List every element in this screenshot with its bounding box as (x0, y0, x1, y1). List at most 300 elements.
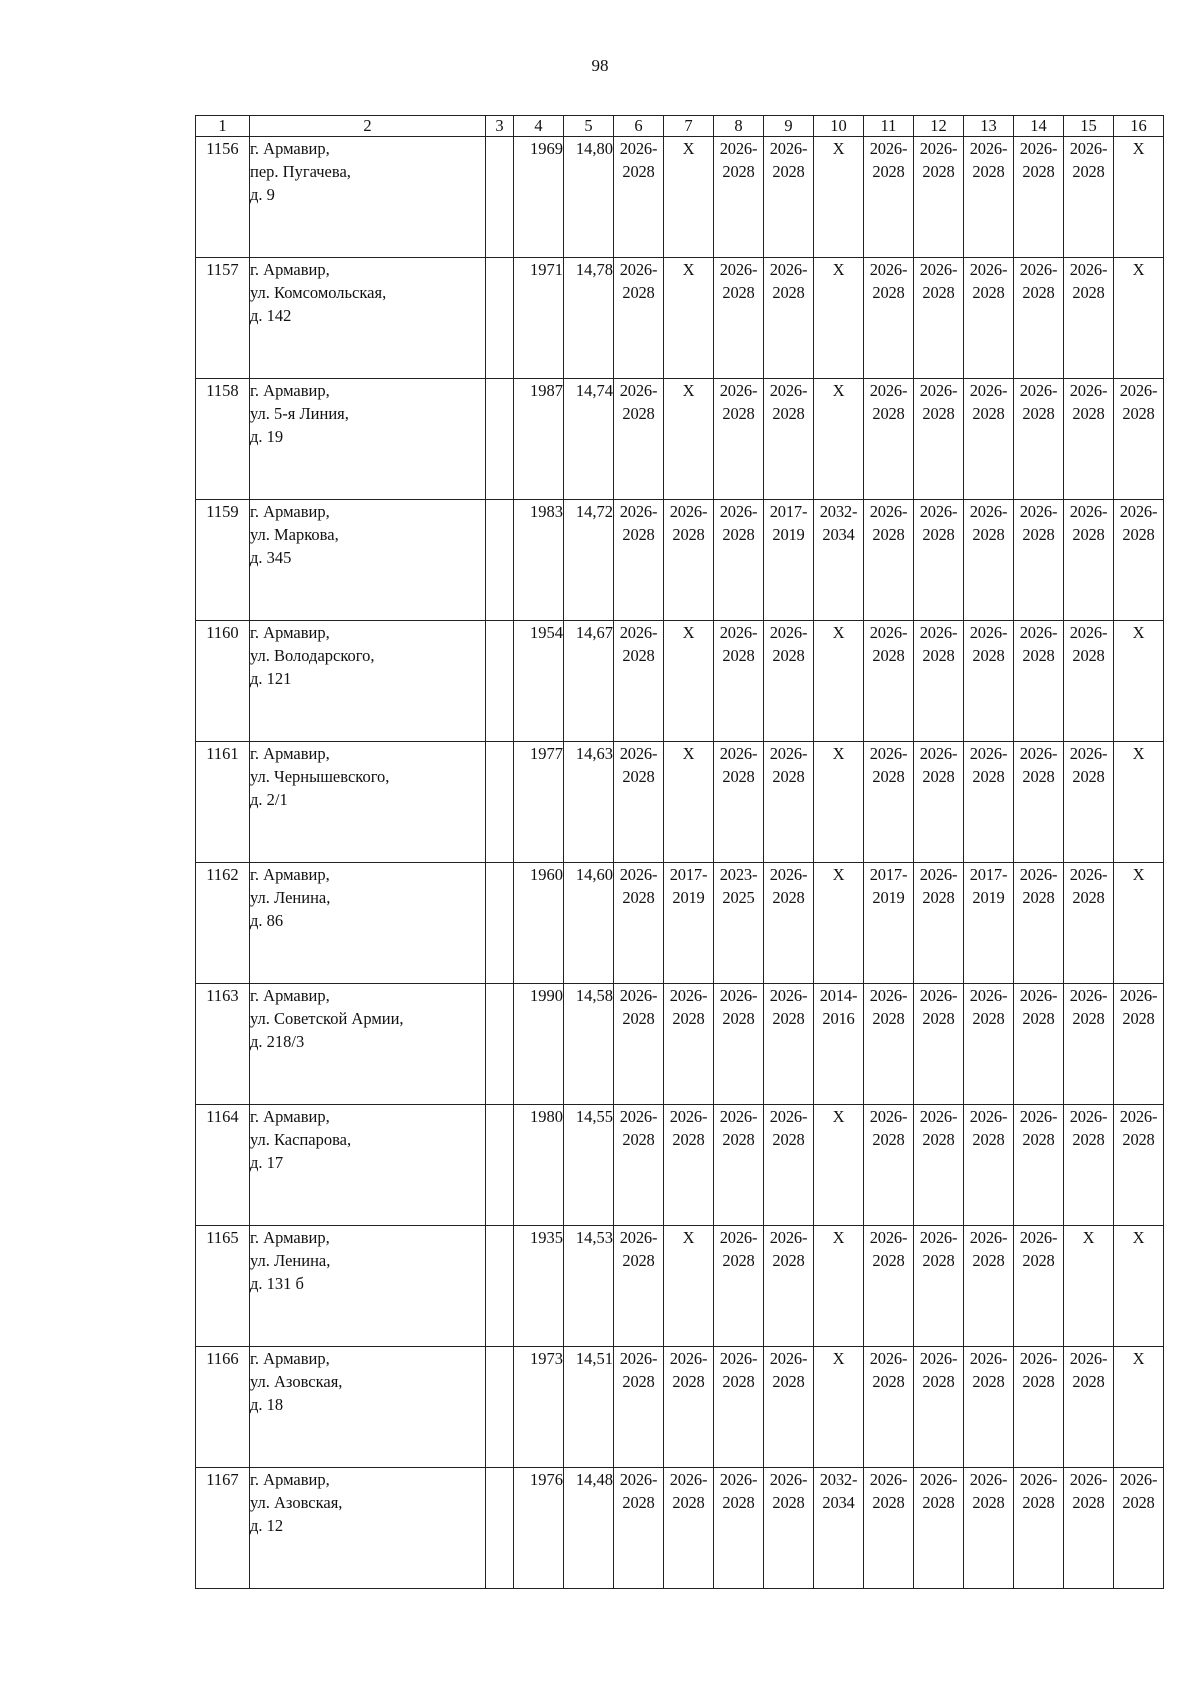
period-start: 2026- (869, 502, 908, 521)
period-end: 2028 (1022, 1130, 1055, 1149)
period-end: 2028 (622, 1130, 655, 1149)
period-cell (764, 1468, 814, 1589)
period-cell (964, 258, 1014, 379)
period-end: 2028 (722, 1493, 755, 1512)
period-end: 2028 (1072, 646, 1105, 665)
period-cell (614, 621, 664, 742)
table-row (196, 621, 1164, 742)
period-cell (914, 1226, 964, 1347)
period-start: 2026- (719, 1349, 758, 1368)
period-end: 2028 (1022, 888, 1055, 907)
period-end: 2028 (622, 1372, 655, 1391)
period-end: 2028 (622, 1009, 655, 1028)
period-end: 2028 (622, 888, 655, 907)
row-number: 1158 (196, 379, 250, 500)
period-end: 2019 (972, 888, 1005, 907)
period-cell (864, 621, 914, 742)
period-end: 2028 (872, 1130, 905, 1149)
period-cell: Х (1114, 621, 1164, 742)
period-end: 2028 (1072, 1493, 1105, 1512)
address-cell (250, 137, 486, 258)
period-end: 2028 (1022, 283, 1055, 302)
period-start: 2026- (919, 623, 958, 642)
period-cell (914, 137, 964, 258)
period-start: 2026- (869, 986, 908, 1005)
period-start: 2026- (869, 381, 908, 400)
period-end: 2028 (872, 162, 905, 181)
period-cell (1014, 137, 1064, 258)
column-3-cell (486, 742, 514, 863)
table-row (196, 1105, 1164, 1226)
period-cell (1114, 1105, 1164, 1226)
period-end: 2028 (972, 162, 1005, 181)
period-cell (964, 379, 1014, 500)
address-line: д. 9 (250, 185, 275, 204)
period-end: 2028 (922, 1130, 955, 1149)
build-year-cell: 1954 (514, 621, 564, 742)
period-start: 2026- (919, 139, 958, 158)
period-cell: Х (814, 621, 864, 742)
address-cell (250, 1347, 486, 1468)
period-cell (1064, 258, 1114, 379)
period-start: 2026- (1019, 139, 1058, 158)
address-line: г. Армавир, (250, 381, 330, 400)
period-start: 2032- (819, 502, 858, 521)
period-cell (664, 1468, 714, 1589)
period-start: 2026- (969, 986, 1008, 1005)
period-start: 2026- (1069, 865, 1108, 884)
period-start: 2026- (919, 1228, 958, 1247)
period-cell (964, 1105, 1014, 1226)
address-cell (250, 1226, 486, 1347)
period-start: 2026- (1019, 986, 1058, 1005)
period-cell (914, 258, 964, 379)
period-start: 2026- (919, 1107, 958, 1126)
period-cell (964, 500, 1014, 621)
value-cell: 14,78 (564, 258, 614, 379)
row-number: 1161 (196, 742, 250, 863)
period-cell (614, 1226, 664, 1347)
address-line: ул. Маркова, (250, 525, 339, 544)
address-line: г. Армавир, (250, 1349, 330, 1368)
period-cell (1064, 984, 1114, 1105)
period-start: 2026- (719, 1228, 758, 1247)
period-end: 2028 (722, 283, 755, 302)
period-start: 2026- (619, 1470, 658, 1489)
period-start: 2026- (1019, 744, 1058, 763)
period-cell (1114, 379, 1164, 500)
column-3-cell (486, 1226, 514, 1347)
period-cell (1014, 984, 1064, 1105)
period-cell (864, 137, 914, 258)
period-end: 2028 (922, 646, 955, 665)
column-header: 5 (564, 116, 614, 137)
period-cell (614, 500, 664, 621)
column-header: 14 (1014, 116, 1064, 137)
period-cell: Х (1114, 1347, 1164, 1468)
period-start: 2026- (969, 139, 1008, 158)
period-cell: Х (814, 379, 864, 500)
table-row (196, 258, 1164, 379)
column-3-cell (486, 984, 514, 1105)
period-start: 2026- (869, 744, 908, 763)
period-cell (1114, 1468, 1164, 1589)
column-3-cell (486, 258, 514, 379)
period-cell (914, 863, 964, 984)
address-line: г. Армавир, (250, 865, 330, 884)
period-end: 2028 (622, 404, 655, 423)
period-end: 2028 (1072, 1372, 1105, 1391)
address-line: г. Армавир, (250, 260, 330, 279)
period-cell (764, 379, 814, 500)
table-row (196, 379, 1164, 500)
period-end: 2028 (672, 1130, 705, 1149)
period-start: 2026- (1119, 381, 1158, 400)
period-end: 2028 (1072, 888, 1105, 907)
period-cell (664, 1347, 714, 1468)
column-header: 16 (1114, 116, 1164, 137)
period-cell (864, 1347, 914, 1468)
row-number: 1165 (196, 1226, 250, 1347)
row-number: 1166 (196, 1347, 250, 1468)
period-end: 2028 (922, 404, 955, 423)
period-end: 2028 (722, 646, 755, 665)
period-start: 2026- (1069, 1349, 1108, 1368)
period-end: 2028 (722, 767, 755, 786)
period-end: 2028 (1022, 1493, 1055, 1512)
address-line: д. 345 (250, 548, 292, 567)
address-line: ул. Азовская, (250, 1372, 343, 1391)
period-cell (964, 137, 1014, 258)
address-line: ул. 5-я Линия, (250, 404, 349, 423)
period-start: 2026- (1019, 1349, 1058, 1368)
address-line: ул. Ленина, (250, 888, 331, 907)
period-start: 2017- (669, 865, 708, 884)
period-end: 2028 (772, 1372, 805, 1391)
period-end: 2034 (822, 525, 855, 544)
period-end: 2028 (922, 1493, 955, 1512)
period-cell (1064, 137, 1114, 258)
period-end: 2028 (772, 283, 805, 302)
period-cell (914, 379, 964, 500)
row-number: 1159 (196, 500, 250, 621)
period-cell: Х (664, 379, 714, 500)
build-year-cell: 1969 (514, 137, 564, 258)
column-header: 8 (714, 116, 764, 137)
column-3-cell (486, 1468, 514, 1589)
period-cell (914, 500, 964, 621)
build-year-cell: 1987 (514, 379, 564, 500)
period-end: 2028 (772, 404, 805, 423)
page-number: 98 (591, 56, 609, 75)
period-cell: Х (814, 863, 864, 984)
period-cell (914, 1347, 964, 1468)
period-cell (764, 984, 814, 1105)
row-number: 1160 (196, 621, 250, 742)
period-end: 2028 (922, 1251, 955, 1270)
address-line: ул. Азовская, (250, 1493, 343, 1512)
column-header: 13 (964, 116, 1014, 137)
period-start: 2026- (1119, 1107, 1158, 1126)
period-end: 2028 (972, 646, 1005, 665)
period-start: 2026- (769, 1470, 808, 1489)
table-row (196, 984, 1164, 1105)
period-start: 2026- (619, 865, 658, 884)
period-end: 2019 (872, 888, 905, 907)
row-number: 1157 (196, 258, 250, 379)
period-cell (1014, 621, 1064, 742)
column-header: 7 (664, 116, 714, 137)
period-start: 2026- (669, 986, 708, 1005)
table-row (196, 1226, 1164, 1347)
period-end: 2028 (1022, 162, 1055, 181)
period-end: 2028 (772, 162, 805, 181)
period-start: 2026- (769, 744, 808, 763)
period-start: 2026- (919, 744, 958, 763)
period-end: 2028 (972, 283, 1005, 302)
period-cell (714, 500, 764, 621)
period-start: 2026- (719, 260, 758, 279)
address-line: ул. Ленина, (250, 1251, 331, 1270)
period-end: 2028 (872, 1251, 905, 1270)
period-start: 2026- (1019, 260, 1058, 279)
register-table (195, 115, 1164, 1589)
period-start: 2026- (1119, 502, 1158, 521)
period-cell (1064, 500, 1114, 621)
address-cell (250, 621, 486, 742)
period-end: 2028 (972, 1130, 1005, 1149)
period-start: 2014- (819, 986, 858, 1005)
period-end: 2028 (972, 1493, 1005, 1512)
period-start: 2026- (669, 1470, 708, 1489)
period-start: 2026- (869, 1349, 908, 1368)
period-cell (1064, 1468, 1114, 1589)
address-cell (250, 984, 486, 1105)
period-cell (714, 742, 764, 863)
period-cell: Х (814, 1226, 864, 1347)
period-end: 2028 (1122, 1493, 1155, 1512)
period-end: 2028 (872, 525, 905, 544)
address-line: пер. Пугачева, (250, 162, 351, 181)
column-header: 12 (914, 116, 964, 137)
period-start: 2026- (869, 623, 908, 642)
period-cell (714, 379, 764, 500)
period-end: 2028 (922, 162, 955, 181)
address-line: г. Армавир, (250, 744, 330, 763)
value-cell: 14,53 (564, 1226, 614, 1347)
period-end: 2028 (922, 283, 955, 302)
period-start: 2026- (1069, 260, 1108, 279)
period-start: 2026- (719, 381, 758, 400)
address-line: ул. Каспарова, (250, 1130, 352, 1149)
period-start: 2032- (819, 1470, 858, 1489)
period-cell: Х (814, 258, 864, 379)
column-3-cell (486, 1347, 514, 1468)
period-start: 2026- (1019, 623, 1058, 642)
period-start: 2026- (969, 1349, 1008, 1368)
period-start: 2026- (719, 502, 758, 521)
period-end: 2028 (1022, 404, 1055, 423)
period-start: 2026- (1019, 865, 1058, 884)
period-cell (614, 863, 664, 984)
value-cell: 14,51 (564, 1347, 614, 1468)
period-cell (1064, 621, 1114, 742)
period-start: 2026- (719, 1107, 758, 1126)
table-row (196, 742, 1164, 863)
period-end: 2028 (672, 525, 705, 544)
period-start: 2026- (719, 1470, 758, 1489)
period-cell (1064, 1105, 1114, 1226)
build-year-cell: 1983 (514, 500, 564, 621)
period-cell (614, 1347, 664, 1468)
period-start: 2026- (769, 865, 808, 884)
period-start: 2017- (869, 865, 908, 884)
column-3-cell (486, 621, 514, 742)
period-start: 2026- (769, 623, 808, 642)
address-line: г. Армавир, (250, 1470, 330, 1489)
period-end: 2028 (872, 1009, 905, 1028)
address-cell (250, 742, 486, 863)
address-cell (250, 863, 486, 984)
column-3-cell (486, 500, 514, 621)
period-start: 2026- (619, 1349, 658, 1368)
period-cell (614, 1468, 664, 1589)
value-cell: 14,48 (564, 1468, 614, 1589)
period-start: 2026- (1069, 1107, 1108, 1126)
period-cell (714, 621, 764, 742)
address-line: г. Армавир, (250, 986, 330, 1005)
period-start: 2026- (1069, 381, 1108, 400)
period-end: 2019 (772, 525, 805, 544)
period-end: 2028 (922, 888, 955, 907)
period-cell (814, 500, 864, 621)
period-cell (714, 984, 764, 1105)
period-cell (864, 258, 914, 379)
period-cell (664, 863, 714, 984)
period-start: 2026- (969, 381, 1008, 400)
build-year-cell: 1980 (514, 1105, 564, 1226)
value-cell: 14,63 (564, 742, 614, 863)
period-end: 2028 (772, 1130, 805, 1149)
period-end: 2028 (722, 162, 755, 181)
period-end: 2028 (722, 404, 755, 423)
period-cell (964, 984, 1014, 1105)
period-end: 2028 (972, 525, 1005, 544)
address-line: ул. Володарского, (250, 646, 375, 665)
period-end: 2028 (772, 1251, 805, 1270)
period-cell (864, 1226, 914, 1347)
period-cell (1014, 1468, 1064, 1589)
table-row (196, 500, 1164, 621)
address-line: д. 18 (250, 1395, 284, 1414)
period-start: 2026- (869, 1107, 908, 1126)
period-cell (1014, 742, 1064, 863)
column-header: 4 (514, 116, 564, 137)
row-number: 1162 (196, 863, 250, 984)
value-cell: 14,60 (564, 863, 614, 984)
build-year-cell: 1935 (514, 1226, 564, 1347)
period-end: 2028 (1072, 1130, 1105, 1149)
build-year-cell: 1977 (514, 742, 564, 863)
period-cell (1064, 1347, 1114, 1468)
period-cell (764, 1347, 814, 1468)
period-start: 2026- (1069, 139, 1108, 158)
period-cell (664, 1105, 714, 1226)
period-start: 2026- (1119, 986, 1158, 1005)
period-cell (614, 258, 664, 379)
period-cell (664, 500, 714, 621)
period-end: 2028 (872, 767, 905, 786)
column-header: 3 (486, 116, 514, 137)
period-end: 2028 (622, 767, 655, 786)
address-cell (250, 1468, 486, 1589)
column-3-cell (486, 1105, 514, 1226)
period-cell (714, 1468, 764, 1589)
period-start: 2026- (769, 1228, 808, 1247)
period-end: 2028 (1122, 1009, 1155, 1028)
column-header: 11 (864, 116, 914, 137)
period-end: 2028 (972, 404, 1005, 423)
period-end: 2028 (1072, 767, 1105, 786)
period-cell (764, 258, 814, 379)
column-header: 1 (196, 116, 250, 137)
column-3-cell (486, 863, 514, 984)
row-number: 1156 (196, 137, 250, 258)
period-start: 2026- (769, 139, 808, 158)
address-line: г. Армавир, (250, 502, 330, 521)
period-start: 2023- (719, 865, 758, 884)
period-start: 2026- (769, 986, 808, 1005)
column-3-cell (486, 137, 514, 258)
period-start: 2026- (969, 623, 1008, 642)
period-start: 2026- (1019, 1107, 1058, 1126)
period-cell (964, 1347, 1014, 1468)
period-start: 2026- (669, 1349, 708, 1368)
period-end: 2028 (772, 767, 805, 786)
period-start: 2026- (969, 260, 1008, 279)
row-number: 1167 (196, 1468, 250, 1589)
period-cell (964, 1226, 1014, 1347)
period-cell: Х (814, 1347, 864, 1468)
value-cell: 14,55 (564, 1105, 614, 1226)
period-end: 2028 (972, 767, 1005, 786)
address-line: д. 131 б (250, 1274, 304, 1293)
build-year-cell: 1976 (514, 1468, 564, 1589)
period-cell (1114, 500, 1164, 621)
table-row (196, 1468, 1164, 1589)
period-end: 2028 (872, 646, 905, 665)
period-start: 2026- (919, 986, 958, 1005)
period-start: 2026- (919, 260, 958, 279)
period-start: 2026- (919, 381, 958, 400)
period-end: 2028 (772, 1493, 805, 1512)
address-cell (250, 379, 486, 500)
column-header: 9 (764, 116, 814, 137)
period-end: 2028 (622, 1493, 655, 1512)
period-end: 2028 (772, 1009, 805, 1028)
address-line: ул. Комсомольская, (250, 283, 387, 302)
period-start: 2026- (1069, 986, 1108, 1005)
period-start: 2026- (769, 260, 808, 279)
period-cell: Х (1114, 258, 1164, 379)
period-cell (1014, 1105, 1064, 1226)
address-line: г. Армавир, (250, 1228, 330, 1247)
period-start: 2026- (919, 1349, 958, 1368)
period-cell (914, 621, 964, 742)
period-cell (864, 984, 914, 1105)
period-cell (1064, 742, 1114, 863)
period-end: 2028 (722, 1251, 755, 1270)
